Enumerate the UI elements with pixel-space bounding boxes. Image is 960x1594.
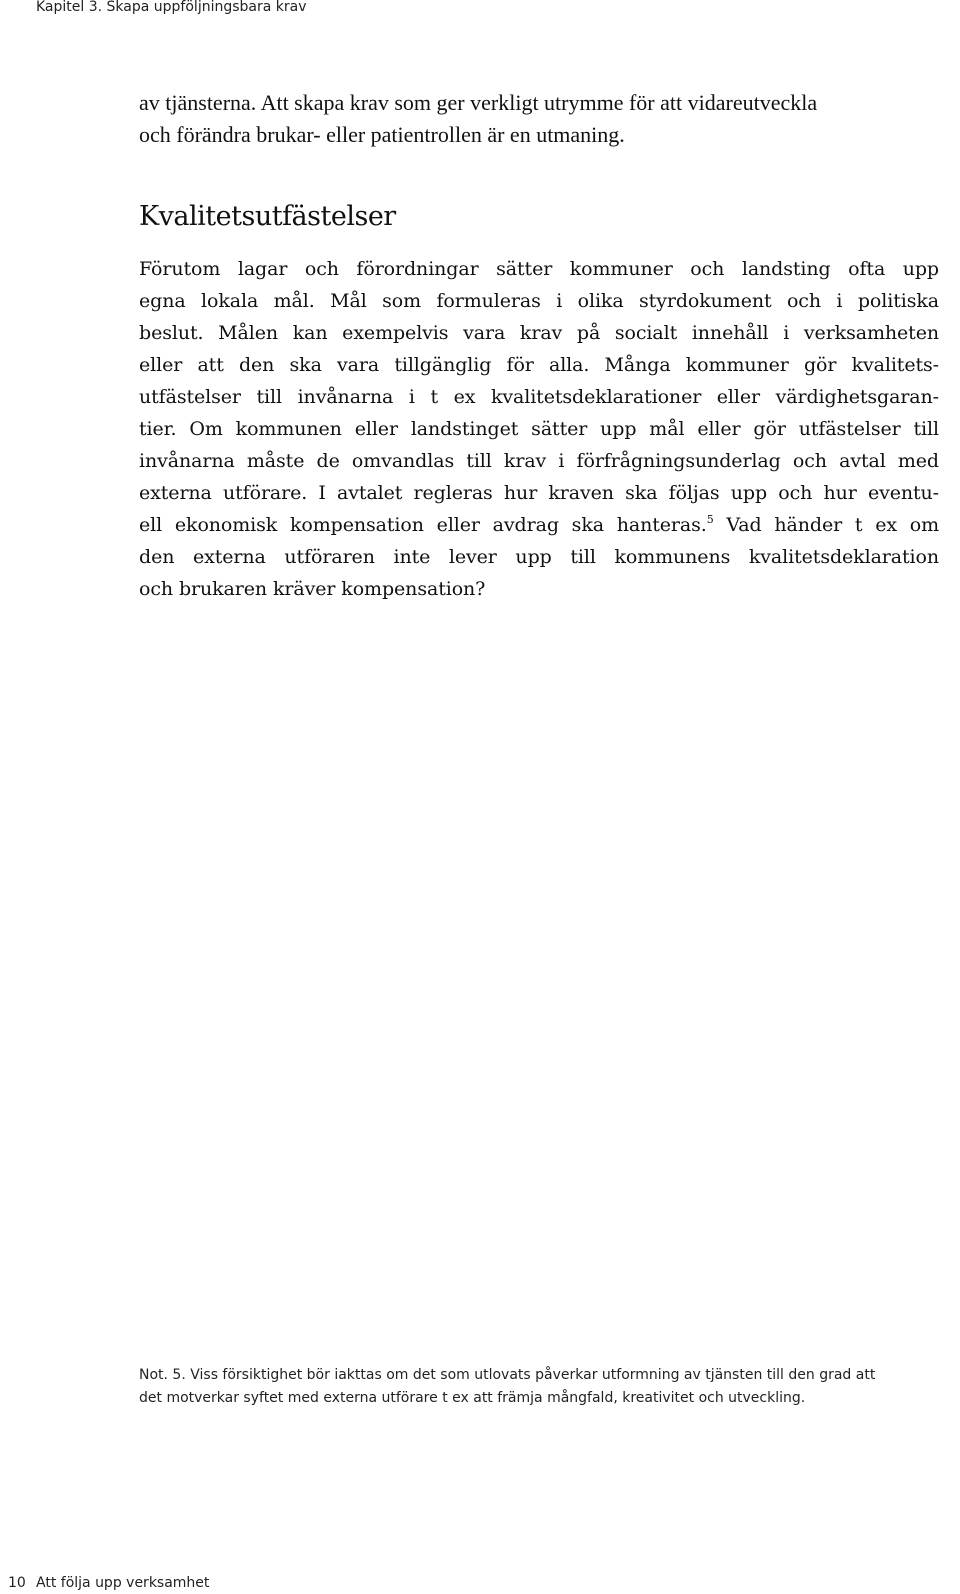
text-line — [139, 509, 939, 541]
publication-title: Att följa upp verksamhet — [36, 1575, 210, 1591]
chapter-title: Kapitel 3. Skapa uppföljningsbara krav — [36, 0, 307, 15]
text-line: och förändra brukar- eller patientrollen är en utmaning. — [139, 122, 625, 147]
footnote-line: det motverkar syftet med externa utförare t ex att främja mångfald, kreativitet och utveckling. — [139, 1390, 806, 1406]
text-line: beslut. Målen kan exempelvis vara krav på socialt innehåll i verksamheten — [139, 322, 939, 344]
text-line: egna lokala mål. Mål som formuleras i olika styrdokument och i politiska — [139, 290, 939, 312]
footnote-line: Not. 5. Viss försiktighet bör iakttas om det som utlovats påverkar utformning av tjänsten till den grad att — [139, 1367, 876, 1383]
text-line: tier. Om kommunen eller landstinget sätter upp mål eller gör utfästelser till — [139, 418, 939, 440]
text-line: Förutom lagar och förordningar sätter kommuner och landsting ofta upp — [139, 258, 939, 280]
text-line: utfästelser till invånarna i t ex kvalitetsdeklarationer eller värdighetsgaran- — [139, 386, 939, 408]
text-line: av tjänsterna. Att skapa krav som ger verkligt utrymme för att vidareutveckla — [139, 90, 818, 115]
text-line: eller att den ska vara tillgänglig för alla. Många kommuner gör kvalitets- — [139, 354, 939, 376]
running-header — [36, 0, 307, 14]
section-heading: Kvalitetsutfästelser — [139, 201, 396, 232]
text-line: invånarna måste de omvandlas till krav i förfrågningsunderlag och avtal med — [139, 450, 939, 472]
footnote — [139, 1364, 939, 1410]
text-segment: Vad händer t ex om — [713, 514, 939, 536]
page-number: 10 — [8, 1575, 26, 1591]
footnote-reference[interactable]: 5 — [706, 512, 714, 526]
text-line: och brukaren kräver kompensation? — [139, 578, 486, 600]
text-segment: ell ekonomisk kompensation eller avdrag ska hanteras. — [139, 514, 707, 536]
body-paragraph — [139, 253, 939, 605]
intro-paragraph — [139, 87, 939, 151]
text-line: externa utförare. I avtalet regleras hur kraven ska följas upp och hur eventu- — [139, 482, 939, 504]
text-line: den externa utföraren inte lever upp till kommunens kvalitetsdeklaration — [139, 546, 939, 568]
